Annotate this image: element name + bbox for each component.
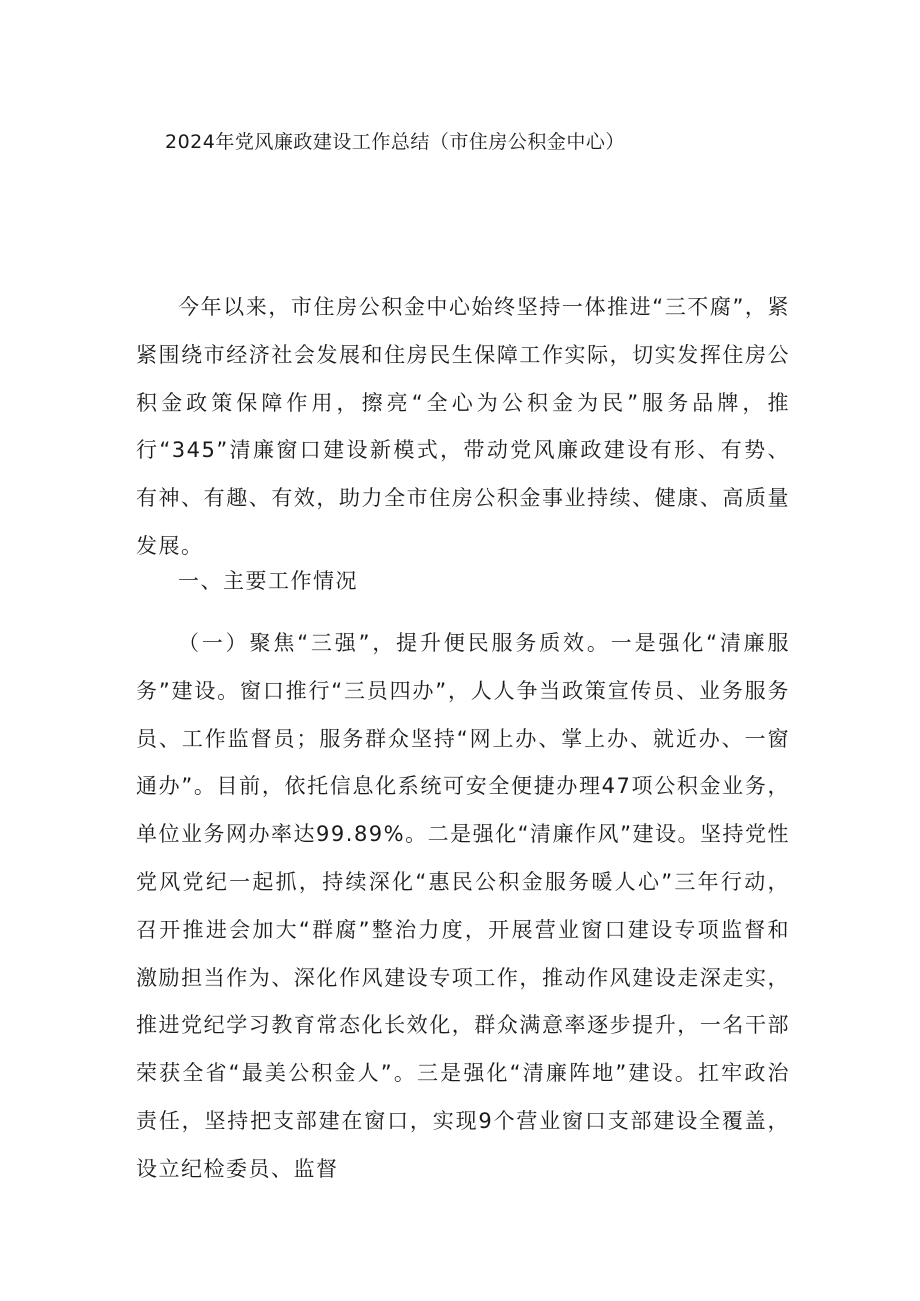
intro-paragraph: 今年以来，市住房公积金中心始终坚持一体推进“三不腐”，紧紧围绕市经济社会发展和住房民生保障工作实际，切实发挥住房公积金政策保障作用，擦亮“全心为公积金为民”服务品牌，推行“345”清廉窗口建设新模式，带动党风廉政建设有形、有势、有神、有趣、有效，助力全市住房公积金事业持续、健康、高质量发展。 xyxy=(136,295,790,558)
section-heading: 一、主要工作情况 xyxy=(178,569,358,593)
section-paragraph: （一）聚焦“三强”，提升便民服务质效。一是强化“清廉服务”建设。窗口推行“三员四办”，人人争当政策宣传员、业务服务员、工作监督员；服务群众坚持“网上办、掌上办、就近办、一窗通办”。目前，依托信息化系统可安全便捷办理47项公积金业务，单位业务网办率达99.89%。二是强化“清廉作风”建设。坚持党性党风党纪一起抓，持续深化“惠民公积金服务暖人心”三年行动，召开推进会加大“群腐”整治力度，开展营业窗口建设专项监督和激励担当作为、深化作风建设专项工作，推动作风建设走深走实，推进党纪学习教育常态化长效化，群众满意率逐步提升，一名干部荣获全省“最美公积金人”。三是强化“清廉阵地”建设。扛牢政治责任，坚持把支部建在窗口，实现9个营业窗口支部建设全覆盖，设立纪检委员、监督 xyxy=(136,631,790,1181)
document-title: 2024年党风廉政建设工作总结（市住房公积金中心） xyxy=(165,131,625,153)
